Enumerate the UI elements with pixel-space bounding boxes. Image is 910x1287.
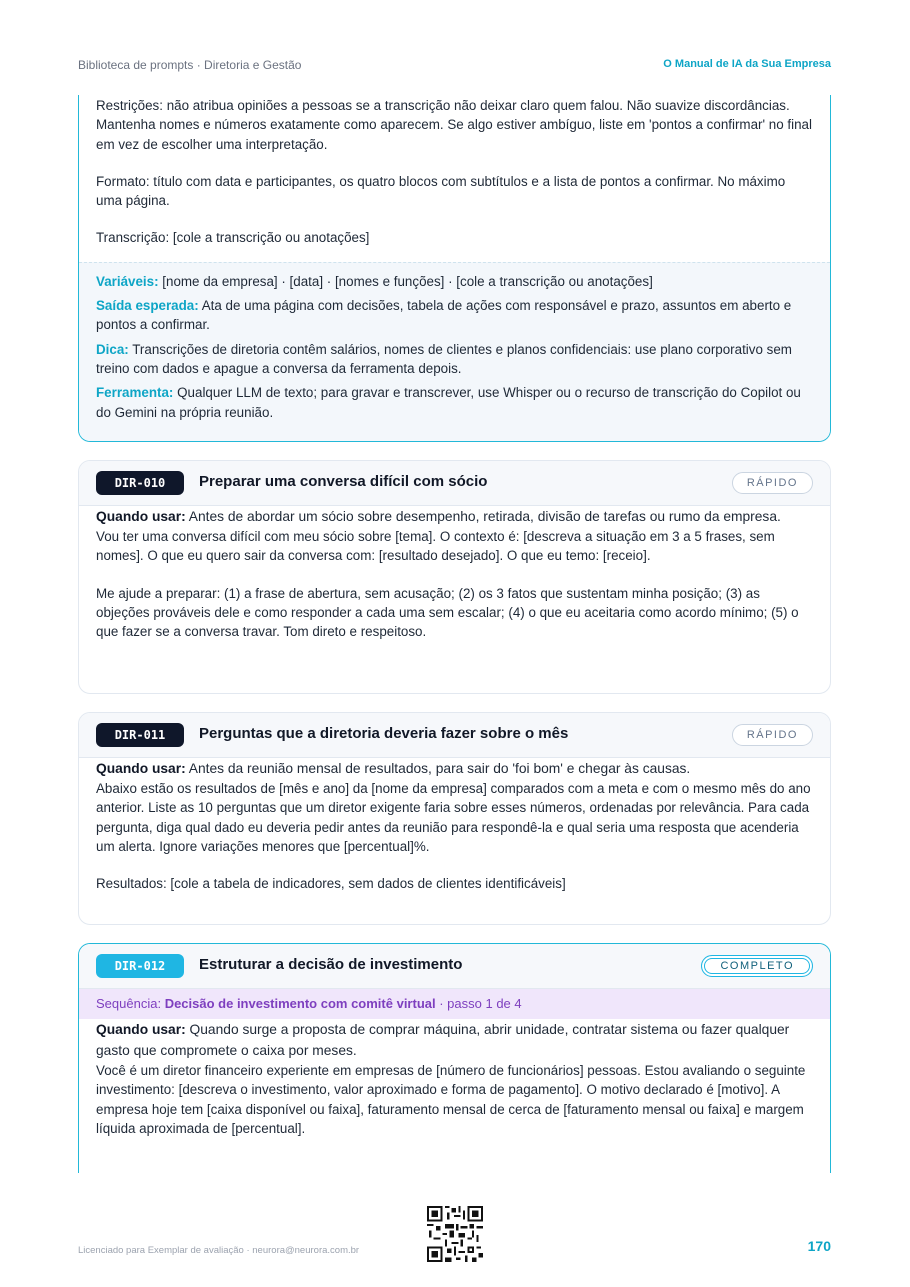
card-header <box>79 713 830 758</box>
card-title: Preparar uma conversa difícil com sócio <box>199 473 488 490</box>
prompt-text: Formato: título com data e participantes, os quatro blocos com subtítulos e a lista de pontos a confirmar. No máximo uma página. <box>96 173 786 209</box>
card-header <box>79 944 830 989</box>
breadcrumb: Biblioteca de prompts · Diretoria e Gestão <box>78 58 302 72</box>
prompt-card-continued <box>78 95 831 442</box>
when-to-use: Quando usar: Antes de abordar um sócio sobre desempenho, retirada, divisão de tarefas ou rumo da empresa. <box>96 509 781 524</box>
meta-tip: Dica: Transcrições de diretoria contêm salários, nomes de clientes e planos confidenciais: use plano corporativo sem treino com dados e apague a conversa da ferramenta depois. <box>96 341 792 376</box>
prompt-text: Vou ter uma conversa difícil com meu sócio sobre [tema]. O contexto é: [descreva a situação em 3 a 5 frases, sem nomes]. O que eu quero sair da conversa com: [resultado desejado]. O que eu temo: [receio]. <box>96 529 775 564</box>
prompt-card-dir-011 <box>78 712 831 925</box>
page-number: 170 <box>807 1238 831 1254</box>
tag-badge: RÁPIDO <box>732 472 813 494</box>
brand-title: O Manual de IA da Sua Empresa <box>663 58 831 70</box>
when-to-use: Quando usar: Antes da reunião mensal de resultados, para sair do 'foi bom' e chegar às causas. <box>96 761 691 776</box>
meta-variables: Variáveis: [nome da empresa] · [data] · [nomes e funções] · [cole a transcrição ou anotações] <box>96 273 653 289</box>
sequence-bar: Sequência: Decisão de investimento com comitê virtual · passo 1 de 4 <box>79 989 830 1019</box>
prompt-meta <box>79 262 830 442</box>
prompt-text: Abaixo estão os resultados de [mês e ano] da [nome da empresa] comparados com a meta e com o mesmo mês do ano anterior. Liste as 10 perguntas que um diretor exigente faria sobre esses números, ordenadas por relevância. Para cada pergunta, diga qual dado eu deveria pedir antes da reunião para respondê-la e qual seria uma resposta que acenderia um alerta. Ignore variações menores que [percentual]%. <box>96 781 811 854</box>
card-title: Estruturar a decisão de investimento <box>199 956 463 973</box>
prompt-code-badge: DIR-011 <box>96 723 184 747</box>
qr-code-icon <box>427 1206 483 1262</box>
prompt-text: Você é um diretor financeiro experiente em empresas de [número de funcionários] pessoas. Estou avaliando o seguinte investimento: [descreva o investimento, valor aproximado e forma de pagamento]. O motivo declarado é [motivo]. A empresa hoje tem [caixa disponível ou faixa], faturamento mensal de cerca de [faturamento mensal ou faixa] e margem líquida aproximada de [percentual]. <box>96 1063 806 1136</box>
when-to-use: Quando usar: Quando surge a proposta de comprar máquina, abrir unidade, contratar sistema ou fazer qualquer gasto que compromete o caixa por meses. <box>96 1022 790 1058</box>
prompt-text: Resultados: [cole a tabela de indicadores, sem dados de clientes identificáveis] <box>96 876 566 892</box>
card-title: Perguntas que a diretoria deveria fazer sobre o mês <box>199 725 569 742</box>
license-notice: Licenciado para Exemplar de avaliação · neurora@neurora.com.br <box>78 1245 360 1256</box>
prompt-card-dir-010 <box>78 460 831 694</box>
tag-badge: COMPLETO <box>701 955 813 977</box>
meta-output: Saída esperada: Ata de uma página com decisões, tabela de ações com responsável e prazo, assuntos em aberto e pontos a confirmar. <box>96 298 792 333</box>
prompt-code-badge: DIR-010 <box>96 471 184 495</box>
tag-badge: RÁPIDO <box>732 724 813 746</box>
prompt-text: Restrições: não atribua opiniões a pessoas se a transcrição não deixar claro quem falou. Não suavize discordâncias. Mantenha nomes e números exatamente como aparecem. Se algo estiver ambíguo, liste em 'pontos a confirmar' no final em vez de escolher uma interpretação. <box>96 98 812 152</box>
prompt-card-dir-012 <box>78 943 831 1173</box>
card-header <box>79 461 830 506</box>
prompt-text: Me ajude a preparar: (1) a frase de abertura, sem acusação; (2) os 3 fatos que sustentam minha posição; (3) as objeções prováveis dele e como responder a cada uma sem escalar; (4) o que eu aceitaria como acordo mínimo; (5) o que fazer se a conversa travar. Tom direto e respeitoso. <box>96 585 799 640</box>
prompt-code-badge: DIR-012 <box>96 954 184 978</box>
prompt-text: Transcrição: [cole a transcrição ou anotações] <box>96 230 370 246</box>
meta-tool: Ferramenta: Qualquer LLM de texto; para gravar e transcrever, use Whisper ou o recurso de transcrição do Copilot ou do Gemini na própria reunião. <box>96 385 801 420</box>
